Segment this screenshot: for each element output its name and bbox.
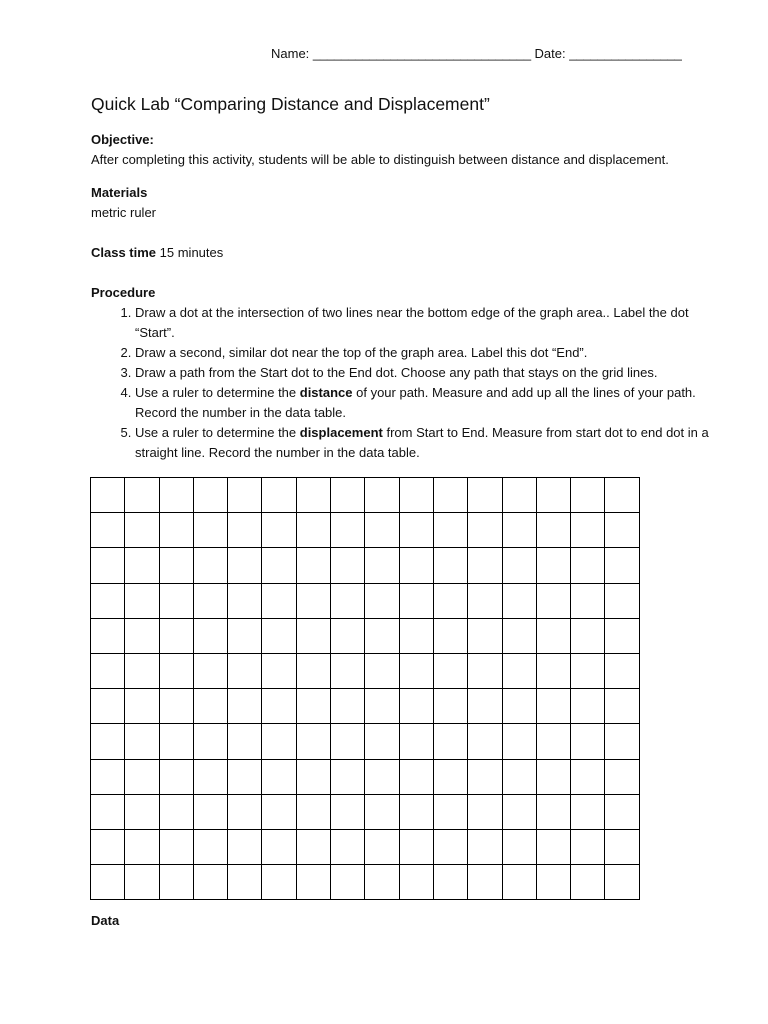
grid-cell[interactable] bbox=[193, 478, 227, 513]
grid-cell[interactable] bbox=[536, 653, 570, 688]
grid-cell[interactable] bbox=[296, 653, 330, 688]
grid-cell[interactable] bbox=[125, 759, 159, 794]
grid-cell[interactable] bbox=[91, 618, 125, 653]
grid-row bbox=[91, 653, 640, 688]
grid-cell[interactable] bbox=[125, 478, 159, 513]
grid-cell[interactable] bbox=[228, 583, 262, 618]
procedure-list bbox=[91, 303, 725, 463]
grid-cell[interactable] bbox=[262, 794, 296, 829]
procedure-heading: Procedure bbox=[91, 285, 156, 300]
grid-cell[interactable] bbox=[228, 478, 262, 513]
header bbox=[271, 46, 682, 61]
grid-cell[interactable] bbox=[433, 794, 467, 829]
grid-cell[interactable] bbox=[159, 724, 193, 759]
grid-cell[interactable] bbox=[605, 794, 639, 829]
grid-cell[interactable] bbox=[193, 653, 227, 688]
grid-cell[interactable] bbox=[296, 759, 330, 794]
page-title: Quick Lab “Comparing Distance and Displacement” bbox=[91, 94, 490, 114]
grid-cell[interactable] bbox=[571, 759, 605, 794]
grid-cell[interactable] bbox=[228, 653, 262, 688]
grid-row bbox=[91, 724, 640, 759]
grid-cell[interactable] bbox=[159, 689, 193, 724]
grid-cell[interactable] bbox=[228, 513, 262, 548]
grid-cell[interactable] bbox=[228, 618, 262, 653]
grid-cell[interactable] bbox=[502, 689, 536, 724]
materials-section bbox=[91, 183, 156, 223]
grid-cell[interactable] bbox=[365, 794, 399, 829]
grid-cell[interactable] bbox=[159, 759, 193, 794]
grid-cell[interactable] bbox=[433, 865, 467, 900]
grid-cell[interactable] bbox=[331, 548, 365, 583]
grid-cell[interactable] bbox=[433, 689, 467, 724]
grid-cell[interactable] bbox=[331, 794, 365, 829]
grid-cell[interactable] bbox=[262, 724, 296, 759]
grid-cell[interactable] bbox=[262, 829, 296, 864]
grid-cell[interactable] bbox=[502, 618, 536, 653]
grid-cell[interactable] bbox=[125, 513, 159, 548]
grid-cell[interactable] bbox=[605, 618, 639, 653]
grid-cell[interactable] bbox=[193, 689, 227, 724]
grid-cell[interactable] bbox=[91, 724, 125, 759]
grid-cell[interactable] bbox=[365, 865, 399, 900]
step-text: Draw a path from the Start dot to the End dot. Choose any path that stays on the grid lines. bbox=[135, 365, 658, 380]
grid-row bbox=[91, 618, 640, 653]
grid-row bbox=[91, 478, 640, 513]
grid-cell[interactable] bbox=[193, 865, 227, 900]
grid-cell[interactable] bbox=[605, 759, 639, 794]
grid-cell[interactable] bbox=[228, 794, 262, 829]
grid-cell[interactable] bbox=[433, 653, 467, 688]
grid-cell[interactable] bbox=[228, 829, 262, 864]
grid-cell[interactable] bbox=[502, 513, 536, 548]
grid-cell[interactable] bbox=[159, 583, 193, 618]
grid-cell[interactable] bbox=[331, 689, 365, 724]
grid-cell[interactable] bbox=[468, 865, 502, 900]
grid-cell[interactable] bbox=[399, 583, 433, 618]
grid-cell[interactable] bbox=[571, 653, 605, 688]
grid-cell[interactable] bbox=[296, 583, 330, 618]
grid-cell[interactable] bbox=[125, 794, 159, 829]
materials-text: metric ruler bbox=[91, 205, 157, 220]
grid-cell[interactable] bbox=[193, 759, 227, 794]
grid-cell[interactable] bbox=[159, 794, 193, 829]
grid-cell[interactable] bbox=[125, 653, 159, 688]
grid-cell[interactable] bbox=[536, 689, 570, 724]
name-label: Name: bbox=[271, 46, 310, 61]
grid-cell[interactable] bbox=[399, 759, 433, 794]
grid-cell[interactable] bbox=[331, 653, 365, 688]
grid-cell[interactable] bbox=[296, 478, 330, 513]
class-time-heading: Class time bbox=[91, 245, 157, 260]
grid-cell[interactable] bbox=[262, 618, 296, 653]
grid-cell[interactable] bbox=[433, 583, 467, 618]
procedure-step bbox=[135, 423, 725, 463]
grid-row bbox=[91, 759, 640, 794]
grid-cell[interactable] bbox=[228, 759, 262, 794]
grid-cell[interactable] bbox=[91, 513, 125, 548]
grid-cell[interactable] bbox=[296, 548, 330, 583]
grid-cell[interactable] bbox=[125, 583, 159, 618]
grid-cell[interactable] bbox=[399, 689, 433, 724]
grid-cell[interactable] bbox=[502, 583, 536, 618]
grid-row bbox=[91, 548, 640, 583]
grid-cell[interactable] bbox=[159, 513, 193, 548]
grid-cell[interactable] bbox=[193, 794, 227, 829]
grid-cell[interactable] bbox=[262, 548, 296, 583]
grid-cell[interactable] bbox=[365, 689, 399, 724]
procedure-step bbox=[135, 383, 725, 423]
grid-cell[interactable] bbox=[502, 759, 536, 794]
procedure-step bbox=[135, 303, 725, 343]
step-bold-text: displacement bbox=[299, 425, 383, 440]
grid-cell[interactable] bbox=[365, 513, 399, 548]
grid-cell[interactable] bbox=[571, 865, 605, 900]
grid-cell[interactable] bbox=[468, 689, 502, 724]
step-text: Use a ruler to determine the bbox=[135, 385, 300, 400]
grid-cell[interactable] bbox=[193, 618, 227, 653]
grid-cell[interactable] bbox=[502, 865, 536, 900]
grid-cell[interactable] bbox=[228, 724, 262, 759]
grid-cell[interactable] bbox=[536, 618, 570, 653]
grid-cell[interactable] bbox=[296, 794, 330, 829]
procedure-step bbox=[135, 363, 725, 383]
grid-cell[interactable] bbox=[399, 653, 433, 688]
grid-cell[interactable] bbox=[605, 865, 639, 900]
grid-cell[interactable] bbox=[536, 759, 570, 794]
grid-cell[interactable] bbox=[365, 759, 399, 794]
grid-cell[interactable] bbox=[365, 829, 399, 864]
grid-cell[interactable] bbox=[331, 829, 365, 864]
grid-cell[interactable] bbox=[605, 478, 639, 513]
grid-cell[interactable] bbox=[331, 724, 365, 759]
grid-cell[interactable] bbox=[193, 513, 227, 548]
grid-cell[interactable] bbox=[262, 583, 296, 618]
grid-cell[interactable] bbox=[193, 548, 227, 583]
grid-cell[interactable] bbox=[502, 724, 536, 759]
grid-cell[interactable] bbox=[296, 689, 330, 724]
grid-cell[interactable] bbox=[536, 478, 570, 513]
grid-cell[interactable] bbox=[433, 759, 467, 794]
grid-cell[interactable] bbox=[468, 759, 502, 794]
objective-heading: Objective: bbox=[91, 132, 154, 147]
grid-cell[interactable] bbox=[605, 513, 639, 548]
grid-cell[interactable] bbox=[468, 513, 502, 548]
class-time-text: 15 minutes bbox=[156, 245, 224, 260]
grid-cell[interactable] bbox=[296, 865, 330, 900]
grid-cell[interactable] bbox=[91, 759, 125, 794]
grid-cell[interactable] bbox=[365, 478, 399, 513]
grid-cell[interactable] bbox=[159, 478, 193, 513]
grid-cell[interactable] bbox=[571, 618, 605, 653]
date-label: Date: bbox=[534, 46, 566, 61]
grid-cell[interactable] bbox=[571, 548, 605, 583]
grid-cell[interactable] bbox=[193, 583, 227, 618]
grid-cell[interactable] bbox=[605, 548, 639, 583]
grid-cell[interactable] bbox=[571, 513, 605, 548]
grid-cell[interactable] bbox=[125, 829, 159, 864]
grid-cell[interactable] bbox=[262, 865, 296, 900]
materials-heading: Materials bbox=[91, 185, 148, 200]
grid-cell[interactable] bbox=[536, 865, 570, 900]
grid-cell[interactable] bbox=[91, 478, 125, 513]
grid-cell[interactable] bbox=[399, 724, 433, 759]
grid-cell[interactable] bbox=[468, 653, 502, 688]
grid-cell[interactable] bbox=[468, 618, 502, 653]
grid-cell[interactable] bbox=[262, 513, 296, 548]
procedure-step bbox=[135, 343, 725, 363]
grid-cell[interactable] bbox=[228, 689, 262, 724]
date-field[interactable]: ________________ bbox=[569, 46, 682, 61]
grid-cell[interactable] bbox=[433, 618, 467, 653]
grid-cell[interactable] bbox=[365, 548, 399, 583]
grid-cell[interactable] bbox=[262, 759, 296, 794]
grid-row bbox=[91, 829, 640, 864]
grid-cell[interactable] bbox=[296, 618, 330, 653]
grid-cell[interactable] bbox=[502, 653, 536, 688]
grid-cell[interactable] bbox=[331, 618, 365, 653]
grid-cell[interactable] bbox=[365, 583, 399, 618]
grid-cell[interactable] bbox=[125, 618, 159, 653]
grid-cell[interactable] bbox=[605, 653, 639, 688]
grid-row bbox=[91, 689, 640, 724]
grid-cell[interactable] bbox=[91, 829, 125, 864]
grid-row bbox=[91, 583, 640, 618]
grid-cell[interactable] bbox=[91, 794, 125, 829]
grid-cell[interactable] bbox=[399, 618, 433, 653]
grid-cell[interactable] bbox=[502, 794, 536, 829]
grid-cell[interactable] bbox=[296, 513, 330, 548]
grid-cell[interactable] bbox=[605, 829, 639, 864]
grid-cell[interactable] bbox=[125, 865, 159, 900]
grid-cell[interactable] bbox=[159, 618, 193, 653]
grid-cell[interactable] bbox=[193, 829, 227, 864]
grid-cell[interactable] bbox=[433, 829, 467, 864]
grid-cell[interactable] bbox=[331, 865, 365, 900]
grid-cell[interactable] bbox=[228, 548, 262, 583]
grid-cell[interactable] bbox=[571, 583, 605, 618]
step-text: Draw a dot at the intersection of two lines near the bottom edge of the graph area.. Label the dot “Start”. bbox=[135, 305, 689, 340]
grid-cell[interactable] bbox=[159, 653, 193, 688]
grid-cell[interactable] bbox=[536, 548, 570, 583]
grid-cell[interactable] bbox=[536, 513, 570, 548]
grid-cell[interactable] bbox=[365, 653, 399, 688]
grid-row bbox=[91, 865, 640, 900]
step-text: Use a ruler to determine the bbox=[135, 425, 300, 440]
grid-cell[interactable] bbox=[125, 548, 159, 583]
grid-cell[interactable] bbox=[296, 829, 330, 864]
grid-cell[interactable] bbox=[536, 724, 570, 759]
grid-cell[interactable] bbox=[159, 548, 193, 583]
class-time-section bbox=[91, 243, 223, 263]
grid-cell[interactable] bbox=[571, 829, 605, 864]
grid-cell[interactable] bbox=[399, 548, 433, 583]
grid-cell[interactable] bbox=[433, 513, 467, 548]
grid-cell[interactable] bbox=[296, 724, 330, 759]
step-text: Draw a second, similar dot near the top of the graph area. Label this dot “End”. bbox=[135, 345, 588, 360]
grid-cell[interactable] bbox=[193, 724, 227, 759]
grid-cell[interactable] bbox=[125, 724, 159, 759]
grid-cell[interactable] bbox=[331, 478, 365, 513]
grid-cell[interactable] bbox=[433, 478, 467, 513]
grid-cell[interactable] bbox=[605, 583, 639, 618]
grid-cell[interactable] bbox=[433, 548, 467, 583]
grid-cell[interactable] bbox=[159, 829, 193, 864]
grid-cell[interactable] bbox=[468, 794, 502, 829]
grid-cell[interactable] bbox=[536, 829, 570, 864]
grid-cell[interactable] bbox=[468, 724, 502, 759]
grid-cell[interactable] bbox=[468, 478, 502, 513]
grid-cell[interactable] bbox=[262, 689, 296, 724]
grid-cell[interactable] bbox=[262, 478, 296, 513]
grid-cell[interactable] bbox=[91, 548, 125, 583]
grid-cell[interactable] bbox=[331, 513, 365, 548]
grid-cell[interactable] bbox=[605, 724, 639, 759]
grid-cell[interactable] bbox=[331, 583, 365, 618]
grid-cell[interactable] bbox=[228, 865, 262, 900]
grid-cell[interactable] bbox=[399, 478, 433, 513]
grid-cell[interactable] bbox=[331, 759, 365, 794]
grid-cell[interactable] bbox=[399, 829, 433, 864]
grid-cell[interactable] bbox=[571, 689, 605, 724]
grid-cell[interactable] bbox=[365, 724, 399, 759]
grid-cell[interactable] bbox=[91, 865, 125, 900]
grid-cell[interactable] bbox=[91, 583, 125, 618]
grid-cell[interactable] bbox=[433, 724, 467, 759]
grid-cell[interactable] bbox=[502, 548, 536, 583]
objective-text: After completing this activity, students will be able to distinguish between distance and displacement. bbox=[91, 152, 669, 167]
step-text-after: of your path. Measure and add up all the lines of your path. Record the number in the data table. bbox=[135, 385, 696, 420]
grid-cell[interactable] bbox=[468, 583, 502, 618]
grid-cell[interactable] bbox=[605, 689, 639, 724]
grid-row bbox=[91, 794, 640, 829]
grid-cell[interactable] bbox=[365, 618, 399, 653]
grid-cell[interactable] bbox=[571, 794, 605, 829]
grid-cell[interactable] bbox=[399, 513, 433, 548]
grid-cell[interactable] bbox=[399, 794, 433, 829]
objective-section bbox=[91, 130, 669, 170]
grid-cell[interactable] bbox=[536, 794, 570, 829]
grid-cell[interactable] bbox=[159, 865, 193, 900]
data-heading: Data bbox=[91, 913, 120, 928]
grid-cell[interactable] bbox=[468, 548, 502, 583]
grid-cell[interactable] bbox=[536, 583, 570, 618]
grid-cell[interactable] bbox=[502, 829, 536, 864]
step-bold-text: distance bbox=[299, 385, 353, 400]
grid-cell[interactable] bbox=[91, 653, 125, 688]
grid-cell[interactable] bbox=[91, 689, 125, 724]
grid-cell[interactable] bbox=[468, 829, 502, 864]
name-field[interactable]: _______________________________ bbox=[312, 46, 531, 61]
grid-cell[interactable] bbox=[262, 653, 296, 688]
grid-row bbox=[91, 513, 640, 548]
step-text-after: from Start to End. Measure from start dot to end dot in a straight line. Record the number in the data table. bbox=[135, 425, 709, 460]
grid-cell[interactable] bbox=[571, 724, 605, 759]
grid-cell[interactable] bbox=[502, 478, 536, 513]
grid-cell[interactable] bbox=[125, 689, 159, 724]
grid-cell[interactable] bbox=[399, 865, 433, 900]
grid-cell[interactable] bbox=[571, 478, 605, 513]
graph-grid[interactable] bbox=[90, 477, 640, 900]
